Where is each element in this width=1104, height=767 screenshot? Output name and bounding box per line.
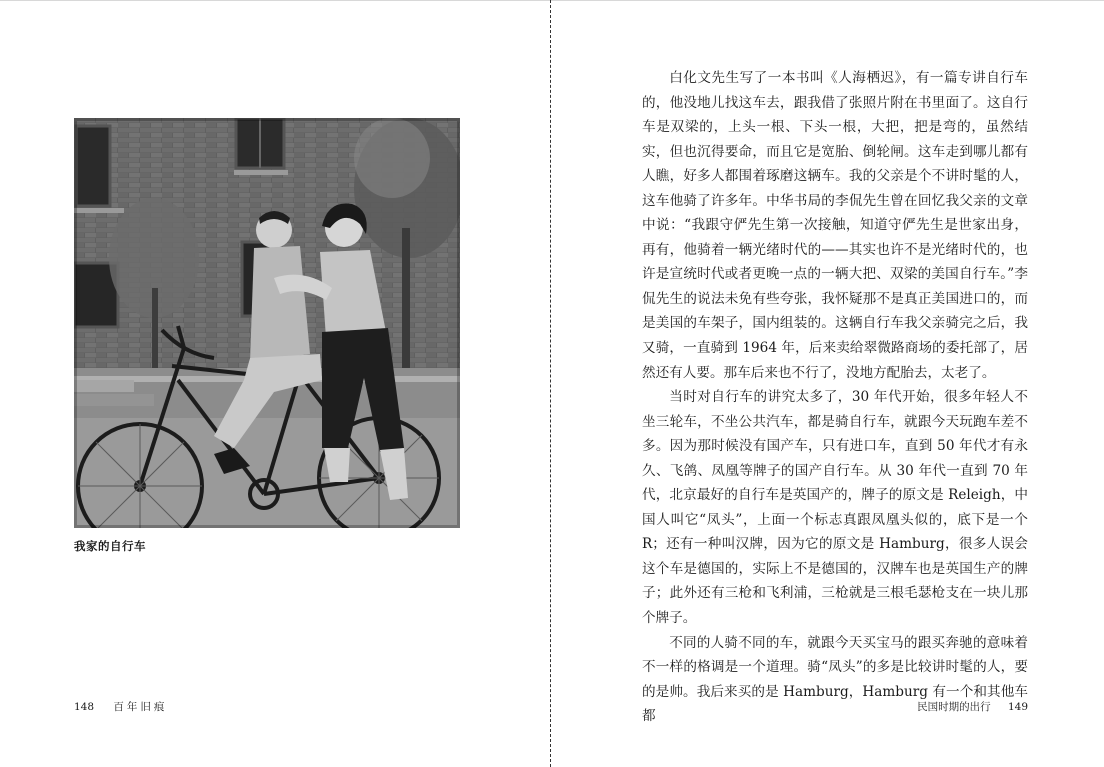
left-page-footer — [74, 699, 167, 714]
paragraph: 白化文先生写了一本书叫《人海栖迟》，有一篇专讲自行车的，他没地儿找这车去，跟我借了张照片附在书里面了。这自行车是双梁的，上头一根、下头一根，大把，把是弯的，虽然结实，但也沉得要命，而且它是宽胎、倒轮闸。这车走到哪儿都有人瞧，好多人都围着琢磨这辆车。我的父亲是个不讲时髦的人，这车他骑了许多年。中华书局的李侃先生曾在回忆我父亲的文章中说：“我跟守俨先生第一次接触，知道守俨先生是世家出身，再有，他骑着一辆光绪时代的——其实也许不是光绪时代的，也许是宣统时代或者更晚一点的一辆大把、双梁的美国自行车。”李侃先生的说法未免有些夸张，我怀疑那不是真正美国进口的，而是美国的车架子，国内组装的。这辆自行车我父亲骑完之后，我又骑，一直骑到 1964 年，后来卖给翠微路商场的委托部了，居然还有人要。那车后来也不行了，没地方配胎去，太老了。 — [642, 70, 1028, 381]
body-text — [642, 66, 1028, 729]
paragraph: 不同的人骑不同的车，就跟今天买宝马的跟买奔驰的意味着不一样的格调是一个道理。骑“凤头”的多是比较讲时髦的人，要的是帅。我后来买的是 Hamburg，Hamburg 有一个和其他车都 — [642, 634, 1028, 725]
left-page — [0, 0, 550, 767]
right-page — [552, 0, 1104, 767]
photo-caption: 我家的自行车 — [74, 539, 146, 553]
paragraph: 当时对自行车的讲究太多了，30 年代开始，很多年轻人不坐三轮车，不坐公共汽车，都是骑自行车，就跟今天玩跑车差不多。因为那时候没有国产车，只有进口车，直到 50 年代才有永久、飞鸽、凤凰等牌子的国产自行车。从 30 年代一直到 70 年代，北京最好的自行车是英国产的，牌子的原文是 Releigh，中国人叫它“凤头”，上面一个标志真跟凤凰头似的，底下是一个 R；还有一种叫汉牌，因为它的原文是 Hamburg，很多人误会这个车是德国的，实际上不是德国的，汉牌车也是英国生产的牌子；此外还有三枪和飞利浦，三枪就是三根毛瑟枪支在一块儿那个牌子。 — [642, 389, 1028, 627]
bicycle-photograph — [74, 118, 460, 528]
running-head-left: 百年旧痕 — [113, 701, 168, 713]
book-spine-divider — [550, 0, 551, 767]
right-page-footer — [917, 699, 1028, 714]
page-number-right: 149 — [1007, 701, 1028, 713]
running-head-right: 民国时期的出行 — [917, 701, 991, 713]
page-number-left: 148 — [74, 701, 95, 713]
